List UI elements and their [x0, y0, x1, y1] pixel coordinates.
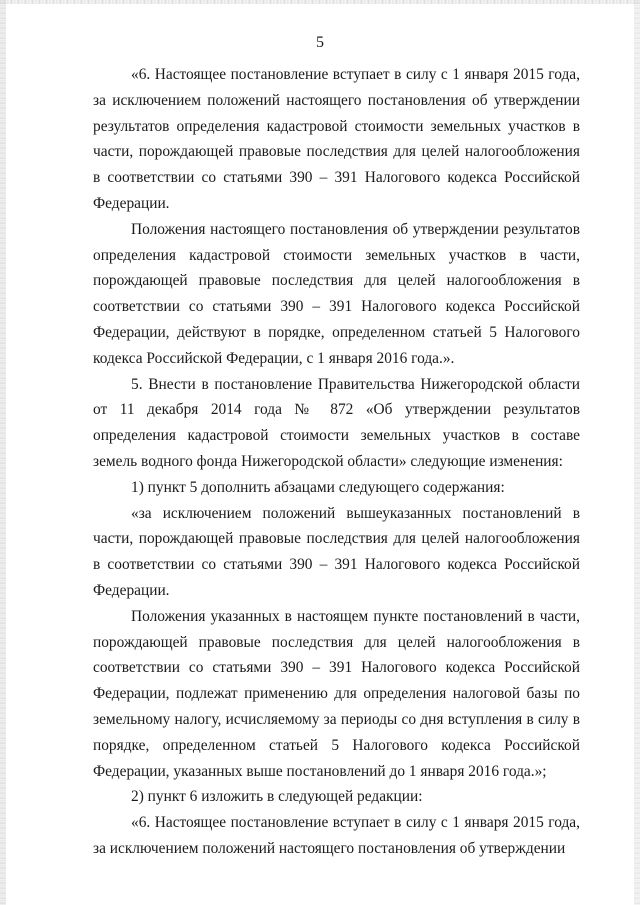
paragraph-2: Положения настоящего постановления об утверждении результатов определения кадастровой стоимости земельных участков в части, порождающей правовые последствия для целей налогообложения в соответствии со статьями 390 – 391 Налогового кодекса Российской Федерации, действуют в порядке, определенном статьей 5 Налогового кодекса Российской Федерации, с 1 января 2016 года.». [93, 220, 580, 367]
paragraph-6: Положения указанных в настоящем пункте постановлений в части, порождающей правовые последствия для целей налогообложения в соответствии со статьями 390 – 391 Налогового кодекса Российской Федерации, подлежат применению для определения налоговой базы по земельному налогу, исчисляемому за периоды со дня вступления в силу в порядке, определенном статьей 5 Налогового кодекса Российской Федерации, указанных выше постановлений до 1 января 2016 года.»; [93, 607, 580, 780]
scan-edge-top [0, 0, 640, 4]
document-body [93, 62, 580, 862]
paragraph-1: «6. Настоящее постановление вступает в силу с 1 января 2015 года, за исключением положений настоящего постановления об утверждении результатов определения кадастровой стоимости земельных участков в части, порождающей правовые последствия для целей налогообложения в соответствии со статьями 390 – 391 Налогового кодекса Российской Федерации. [93, 66, 580, 212]
scan-edge-right [634, 0, 640, 905]
paragraph-8: «6. Настоящее постановление вступает в силу с 1 января 2015 года, за исключением положений настоящего постановления об утверждении [93, 814, 580, 857]
paragraph-4: 1) пункт 5 дополнить абзацами следующего содержания: [131, 478, 505, 496]
scan-edge-left [0, 0, 6, 905]
paragraph-3: 5. Внести в постановление Правительства Нижегородской области от 11 декабря 2014 года № 872 «Об утверждении результатов определения кадастровой стоимости земельных участков в составе земель водного фонда Нижегородской области» следующие изменения: [93, 375, 580, 470]
paragraph-7: 2) пункт 6 изложить в следующей редакции: [131, 788, 423, 806]
page-number: 5 [316, 34, 324, 51]
paragraph-5: «за исключением положений вышеуказанных постановлений в части, порождающей правовые последствия для целей налогообложения в соответствии со статьями 390 – 391 Налогового кодекса Российской Федерации. [93, 504, 580, 599]
